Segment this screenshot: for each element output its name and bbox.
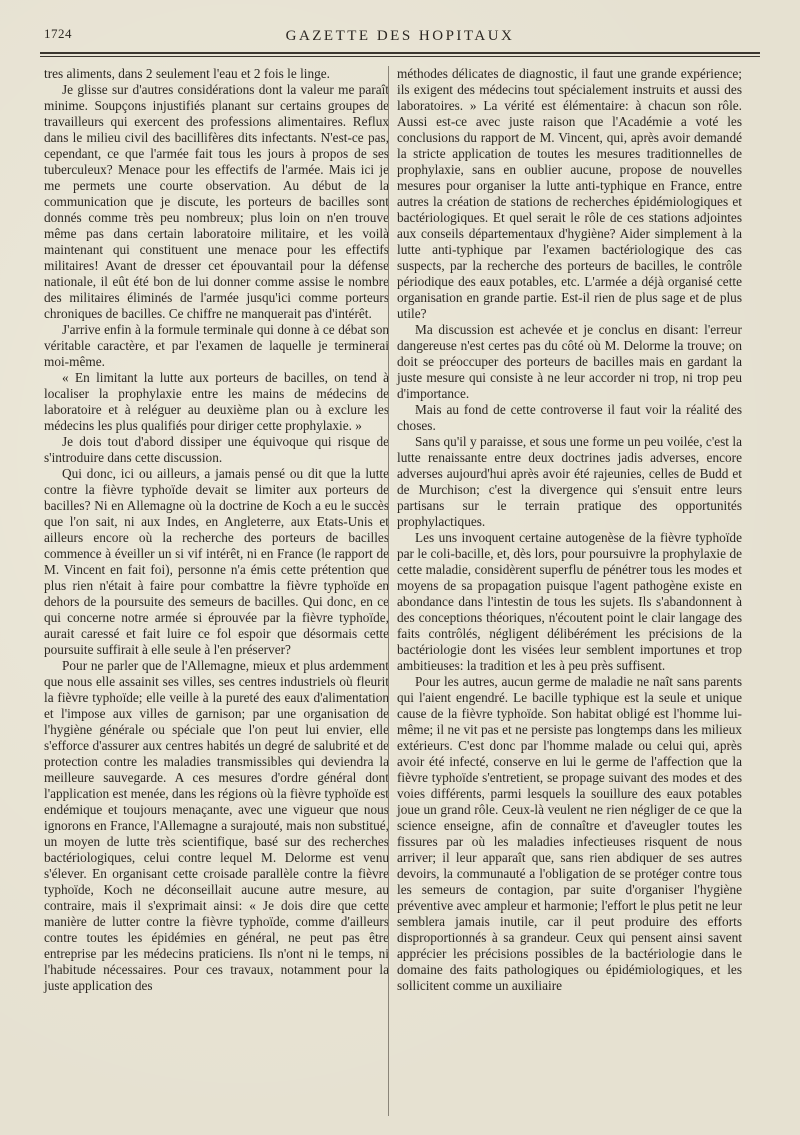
paragraph: « En limitant la lutte aux porteurs de bacilles, on tend à localiser la prophylaxie entre les mains de médecins de laboratoire et à reléguer au deuxième plan ou à exclure les médecins les plus qualifiés pour diriger cette prophylaxie. » — [44, 370, 389, 433]
paragraph: Sans qu'il y paraisse, et sous une forme un peu voilée, c'est la lutte renaissante entre deux doctrines jadis adverses, encore adverses aujourd'hui après avoir été rajeunies, celles de Budd et de Murchison; c'est la divergence qui s'ensuit entre leurs partisans sur le terrain pratique des opportunités prophylactiques. — [397, 434, 742, 529]
paragraph: Ma discussion est achevée et je conclus en disant: l'erreur dangereuse n'est certes pas du côté où M. Delorme la trouve; on doit se préoccuper des porteurs de bacilles mais en gardant la juste mesure qui consiste à ne leur accorder ni trop, ni trop peu d'importance. — [397, 322, 742, 401]
column-divider — [388, 66, 389, 1116]
paragraph: Je glisse sur d'autres considérations dont la valeur me paraît minime. Soupçons injustifiés planant sur certains groupes de travailleurs qui exercent des professions alimentaires. Reflux dans le milieu civil des bacillifères dits infectants. N'est-ce pas, cependant, ce que l'armée fait tous les jours à propos de ses tuberculeux? Menace pour les effectifs de l'armée. Mais ici je me permets une courte observation. Au début de la communication que je discute, les porteurs de bacilles sont donnés comme très peu nombreux; plus loin on n'en trouve même pas dans certain laboratoire militaire, et les voilà maintenant qui constituent une menace pour les effectifs militaires! Avant de dresser cet épouvantail pour la défense nationale, il eût été bon de lui donner comme assise le nombre des militaires éliminés de l'armée jusqu'ici comme porteurs chroniques de bacilles. Ce chiffre ne manquerait pas d'intérêt. — [44, 82, 389, 321]
page-number: 1724 — [44, 26, 72, 41]
header-rule-thick — [40, 52, 760, 54]
header-rule-thin — [40, 56, 760, 57]
left-column — [44, 66, 389, 994]
paragraph: Pour ne parler que de l'Allemagne, mieux et plus ardemment que nous elle assainit ses villes, ses centres industriels où fleurit la fièvre typhoïde; elle veille à la pureté des eaux d'alimentation et l'impose aux villes de garnison; par une organisation de l'hygiène générale ou spéciale que l'on peut lui envier, elle s'efforce d'assurer aux centres habités un degré de salubrité et de protection contre les maladies transmissibles qui deviendra la meilleure sauvegarde. A ces mesures d'ordre général dont l'application est menée, dans les régions où la fièvre typhoïde est endémique et toujours menaçante, avec une vigueur que nous ignorons en France, l'Allemagne a surajouté, mais non substitué, un moyen de lutte très scientifique, basé sur des recherches bactériologiques, celui contre lequel M. Delorme est venu s'élever. En organisant cette croisade parallèle contre la fièvre typhoïde, Koch ne déconseillait aucune autre mesure, au contraire, mais il s'exprimait ainsi: « Je dois dire que cette manière de lutter contre la fièvre typhoïde, comme d'ailleurs contre toutes les épidémies en général, ne peut pas être entreprise par les médecins praticiens. Ils n'ont ni le temps, ni l'habitude nécessaires. Pour ces travaux, notamment pour la juste application des — [44, 658, 389, 993]
paragraph: Qui donc, ici ou ailleurs, a jamais pensé ou dit que la lutte contre la fièvre typhoïde devait se limiter aux porteurs de bacilles? Ni en Allemagne où la doctrine de Koch a eu le succès que l'on sait, ni aux Indes, en Angleterre, aux Etats-Unis et ailleurs encore où la recherche des porteurs de bacilles commence à éveiller un si vif intérêt, ni en France (le rapport de M. Vincent en fait foi), personne n'a émis cette prétention que plus rien n'était à faire pour combattre la fièvre typhoïde en dehors de la poursuite des semeurs de bacilles. Qui donc, en ce qui concerne notre armée si éprouvée par la fièvre typhoïde, aurait caressé et fait luire ce fol espoir que désormais cette poursuite suffirait à elle seule à l'en préserver? — [44, 466, 389, 657]
paragraph: Pour les autres, aucun germe de maladie ne naît sans parents qui l'aient engendré. Le bacille typhique est la seule et unique cause de la fièvre typhoïde. Son habitat obligé est l'homme lui-même; il ne vit pas et ne persiste pas longtemps dans les milieux extérieurs. C'est donc par l'homme malade ou celui qui, après avoir été infecté, conserve en lui le germe de l'affection que la fièvre typhoïde s'entretient, se propage suivant des modes et des voies différents, parmi lesquels la souillure des eaux potables joue un grand rôle. Ceux-là veulent ne rien négliger de ce que la science enseigne, afin de connaître et d'aveugler toutes les fissures par où les maladies infectieuses risquent de nous arriver; il leur apparaît que, sans rien abdiquer de ses autres devoirs, la communauté a l'obligation de se protéger contre tous les semeurs de contagion, par suite d'organiser l'hygiène préventive avec ampleur et harmonie; l'effort le plus petit ne leur semblera jamais inutile, car il peut produire des efforts disproportionnés à sa grandeur. Ceux qui pensent ainsi savent apprécier les précisions possibles de la bactériologie dans le domaine des faits pathologiques ou épidémiologiques, et les sollicitent comme un auxiliaire — [397, 674, 742, 993]
right-column — [397, 66, 742, 994]
publication-title: GAZETTE DES HOPITAUX — [285, 28, 515, 44]
paragraph: Mais au fond de cette controverse il faut voir la réalité des choses. — [397, 402, 742, 433]
paragraph: tres aliments, dans 2 seulement l'eau et 2 fois le linge. — [44, 66, 330, 81]
page-header — [40, 26, 760, 48]
paragraph: méthodes délicates de diagnostic, il faut une grande expérience; ils exigent des médecins tout spécialement instruits et aussi des laboratoires. » La vérité est élémentaire: à chacun son rôle. Aussi est-ce avec juste raison que l'Académie a voté les conclusions du rapport de M. Vincent, qui, après avoir demandé la stricte application de toutes les mesures traditionnelles de prophylaxie, sans en oublier aucune, propose de nouvelles mesures pour organiser la lutte anti-typhique en France, entre autres la création de stations de recherches épidémiologiques et bactériologiques. Et quel serait le rôle de ces stations adjointes aux conseils départementaux d'hygiène? Aider simplement à la lutte anti-typhique par l'examen bactériologique des cas suspects, par la recherche des porteurs de bacilles, le contrôle périodique des eaux potables, etc. L'armée a déjà organisé cette organisation en grande partie. Est-il rien de plus sage et de plus utile? — [397, 66, 742, 321]
paragraph: Je dois tout d'abord dissiper une équivoque qui risque de s'introduire dans cette discussion. — [44, 434, 389, 465]
paragraph: J'arrive enfin à la formule terminale qui donne à ce débat son véritable caractère, et par l'examen de laquelle je terminerai moi-même. — [44, 322, 389, 369]
paragraph: Les uns invoquent certaine autogenèse de la fièvre typhoïde par le coli-bacille, et, dès lors, pour poursuivre la prophylaxie de cette maladie, considèrent superflu de pénétrer tous les modes et moyens de sa propagation puisque l'agent pathogène existe en abondance dans l'intestin de tous les sujets. Ils s'abandonnent à des conceptions théoriques, n'écoutent point le clair langage des faits contrôlés, négligent délibérément les précisions de la bactériologie dont les visées leur semblent importunes et trop ambitieuses: la tradition et les à peu près suffisent. — [397, 530, 742, 673]
